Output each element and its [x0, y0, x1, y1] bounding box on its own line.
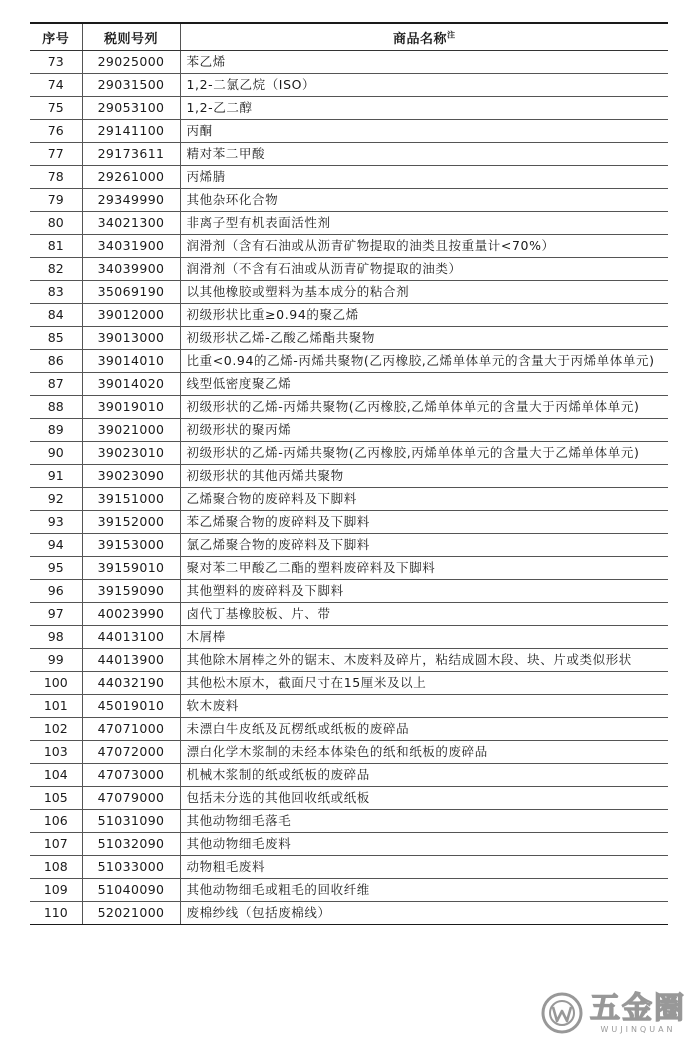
row-product-name: 其他除木屑棒之外的锯末、木废料及碎片，粘结成圆木段、块、片或类似形状	[180, 649, 668, 672]
row-tariff-code: 39152000	[82, 511, 180, 534]
row-number: 93	[30, 511, 82, 534]
row-product-name: 比重<0.94的乙烯-丙烯共聚物(乙丙橡胶,乙烯单体单元的含量大于丙烯单体单元)	[180, 350, 668, 373]
row-tariff-code: 44013900	[82, 649, 180, 672]
row-number: 84	[30, 304, 82, 327]
row-tariff-code: 39014020	[82, 373, 180, 396]
table-row	[30, 74, 668, 97]
row-product-name: 苯乙烯	[180, 51, 668, 74]
row-number: 88	[30, 396, 82, 419]
table-row	[30, 465, 668, 488]
row-product-name: 乙烯聚合物的废碎料及下脚料	[180, 488, 668, 511]
row-number: 99	[30, 649, 82, 672]
row-tariff-code: 40023990	[82, 603, 180, 626]
table-row	[30, 350, 668, 373]
table-row	[30, 810, 668, 833]
row-tariff-code: 39013000	[82, 327, 180, 350]
table-row	[30, 143, 668, 166]
row-product-name: 漂白化学木浆制的未经本体染色的纸和纸板的废碎品	[180, 741, 668, 764]
row-tariff-code: 29053100	[82, 97, 180, 120]
table-row	[30, 419, 668, 442]
table-row	[30, 718, 668, 741]
table-row	[30, 327, 668, 350]
row-number: 79	[30, 189, 82, 212]
table-row	[30, 51, 668, 74]
row-product-name: 其他塑料的废碎料及下脚料	[180, 580, 668, 603]
row-number: 95	[30, 557, 82, 580]
row-number: 104	[30, 764, 82, 787]
row-number: 82	[30, 258, 82, 281]
row-tariff-code: 39151000	[82, 488, 180, 511]
row-product-name: 包括未分选的其他回收纸或纸板	[180, 787, 668, 810]
row-product-name: 初级形状比重≥0.94的聚乙烯	[180, 304, 668, 327]
row-product-name: 润滑剂（不含有石油或从沥青矿物提取的油类）	[180, 258, 668, 281]
row-number: 100	[30, 672, 82, 695]
row-tariff-code: 29173611	[82, 143, 180, 166]
table-header-row	[30, 23, 668, 51]
row-product-name: 其他杂环化合物	[180, 189, 668, 212]
row-tariff-code: 39019010	[82, 396, 180, 419]
row-number: 91	[30, 465, 82, 488]
table-row	[30, 741, 668, 764]
row-number: 75	[30, 97, 82, 120]
row-tariff-code: 44032190	[82, 672, 180, 695]
row-number: 90	[30, 442, 82, 465]
row-number: 94	[30, 534, 82, 557]
table-row	[30, 212, 668, 235]
row-product-name: 其他动物细毛或粗毛的回收纤维	[180, 879, 668, 902]
watermark	[540, 991, 686, 1035]
row-number: 77	[30, 143, 82, 166]
table-row	[30, 166, 668, 189]
header-code: 税则号列	[82, 23, 180, 51]
row-number: 97	[30, 603, 82, 626]
row-product-name: 以其他橡胶或塑料为基本成分的粘合剂	[180, 281, 668, 304]
row-product-name: 聚对苯二甲酸乙二酯的塑料废碎料及下脚料	[180, 557, 668, 580]
row-tariff-code: 47071000	[82, 718, 180, 741]
table-row	[30, 787, 668, 810]
watermark-text: 五金圈	[590, 990, 686, 1026]
table-row	[30, 879, 668, 902]
row-tariff-code: 34031900	[82, 235, 180, 258]
row-tariff-code: 47073000	[82, 764, 180, 787]
row-product-name: 初级形状的聚丙烯	[180, 419, 668, 442]
row-number: 89	[30, 419, 82, 442]
row-product-name: 机械木浆制的纸或纸板的废碎品	[180, 764, 668, 787]
row-tariff-code: 45019010	[82, 695, 180, 718]
row-number: 81	[30, 235, 82, 258]
tariff-document	[30, 22, 668, 925]
row-product-name: 1,2-乙二醇	[180, 97, 668, 120]
row-product-name: 动物粗毛废料	[180, 856, 668, 879]
watermark-subtext: WUJINQUAN	[600, 1024, 676, 1034]
tariff-table	[30, 22, 668, 925]
table-row	[30, 557, 668, 580]
row-number: 78	[30, 166, 82, 189]
row-product-name: 1,2-二氯乙烷（ISO）	[180, 74, 668, 97]
row-product-name: 卤代丁基橡胶板、片、带	[180, 603, 668, 626]
table-row	[30, 396, 668, 419]
row-number: 73	[30, 51, 82, 74]
table-row	[30, 97, 668, 120]
row-tariff-code: 29031500	[82, 74, 180, 97]
row-product-name: 精对苯二甲酸	[180, 143, 668, 166]
row-tariff-code: 29261000	[82, 166, 180, 189]
table-row	[30, 672, 668, 695]
table-row	[30, 511, 668, 534]
row-tariff-code: 29349990	[82, 189, 180, 212]
row-product-name: 未漂白牛皮纸及瓦楞纸或纸板的废碎品	[180, 718, 668, 741]
table-row	[30, 649, 668, 672]
row-number: 103	[30, 741, 82, 764]
table-row	[30, 695, 668, 718]
row-product-name: 初级形状的乙烯-丙烯共聚物(乙丙橡胶,乙烯单体单元的含量大于丙烯单体单元)	[180, 396, 668, 419]
row-tariff-code: 29025000	[82, 51, 180, 74]
row-product-name: 其他动物细毛废料	[180, 833, 668, 856]
table-row	[30, 281, 668, 304]
row-tariff-code: 51031090	[82, 810, 180, 833]
table-row	[30, 856, 668, 879]
table-row	[30, 580, 668, 603]
header-name	[180, 23, 668, 51]
table-row	[30, 235, 668, 258]
row-number: 92	[30, 488, 82, 511]
table-row	[30, 120, 668, 143]
row-tariff-code: 51040090	[82, 879, 180, 902]
row-number: 83	[30, 281, 82, 304]
row-tariff-code: 29141100	[82, 120, 180, 143]
row-product-name: 线型低密度聚乙烯	[180, 373, 668, 396]
row-number: 107	[30, 833, 82, 856]
table-row	[30, 603, 668, 626]
row-product-name: 初级形状乙烯-乙酸乙烯酯共聚物	[180, 327, 668, 350]
row-tariff-code: 51033000	[82, 856, 180, 879]
row-tariff-code: 34039900	[82, 258, 180, 281]
row-number: 106	[30, 810, 82, 833]
row-product-name: 初级形状的乙烯-丙烯共聚物(乙丙橡胶,丙烯单体单元的含量大于乙烯单体单元)	[180, 442, 668, 465]
row-tariff-code: 44013100	[82, 626, 180, 649]
row-number: 74	[30, 74, 82, 97]
row-number: 80	[30, 212, 82, 235]
row-tariff-code: 39012000	[82, 304, 180, 327]
table-row	[30, 902, 668, 925]
wujinquan-logo-icon	[540, 991, 584, 1035]
header-name-note: 注	[447, 30, 456, 40]
row-number: 110	[30, 902, 82, 925]
table-row	[30, 373, 668, 396]
table-row	[30, 189, 668, 212]
row-product-name: 非离子型有机表面活性剂	[180, 212, 668, 235]
row-number: 87	[30, 373, 82, 396]
row-tariff-code: 39159090	[82, 580, 180, 603]
row-product-name: 苯乙烯聚合物的废碎料及下脚料	[180, 511, 668, 534]
table-row	[30, 833, 668, 856]
row-product-name: 木屑棒	[180, 626, 668, 649]
header-name-label: 商品名称	[392, 31, 447, 47]
row-tariff-code: 39014010	[82, 350, 180, 373]
row-tariff-code: 39023090	[82, 465, 180, 488]
row-number: 108	[30, 856, 82, 879]
table-row	[30, 764, 668, 787]
row-product-name: 丙烯腈	[180, 166, 668, 189]
row-tariff-code: 51032090	[82, 833, 180, 856]
row-tariff-code: 39021000	[82, 419, 180, 442]
row-product-name: 软木废料	[180, 695, 668, 718]
table-row	[30, 626, 668, 649]
row-number: 85	[30, 327, 82, 350]
row-tariff-code: 39159010	[82, 557, 180, 580]
table-row	[30, 534, 668, 557]
row-number: 102	[30, 718, 82, 741]
row-tariff-code: 35069190	[82, 281, 180, 304]
table-row	[30, 488, 668, 511]
row-product-name: 其他松木原木，截面尺寸在15厘米及以上	[180, 672, 668, 695]
row-number: 98	[30, 626, 82, 649]
row-number: 105	[30, 787, 82, 810]
table-body	[30, 51, 668, 925]
row-number: 86	[30, 350, 82, 373]
header-number: 序号	[30, 23, 82, 51]
row-product-name: 初级形状的其他丙烯共聚物	[180, 465, 668, 488]
row-product-name: 其他动物细毛落毛	[180, 810, 668, 833]
row-tariff-code: 52021000	[82, 902, 180, 925]
row-product-name: 氯乙烯聚合物的废碎料及下脚料	[180, 534, 668, 557]
row-tariff-code: 39153000	[82, 534, 180, 557]
row-number: 109	[30, 879, 82, 902]
row-product-name: 废棉纱线（包括废棉线）	[180, 902, 668, 925]
table-row	[30, 258, 668, 281]
row-tariff-code: 47079000	[82, 787, 180, 810]
watermark-text-group	[590, 990, 686, 1034]
row-number: 76	[30, 120, 82, 143]
table-row	[30, 442, 668, 465]
row-product-name: 润滑剂（含有石油或从沥青矿物提取的油类且按重量计<70%）	[180, 235, 668, 258]
row-tariff-code: 39023010	[82, 442, 180, 465]
row-tariff-code: 47072000	[82, 741, 180, 764]
row-number: 101	[30, 695, 82, 718]
table-row	[30, 304, 668, 327]
row-tariff-code: 34021300	[82, 212, 180, 235]
row-number: 96	[30, 580, 82, 603]
row-product-name: 丙酮	[180, 120, 668, 143]
